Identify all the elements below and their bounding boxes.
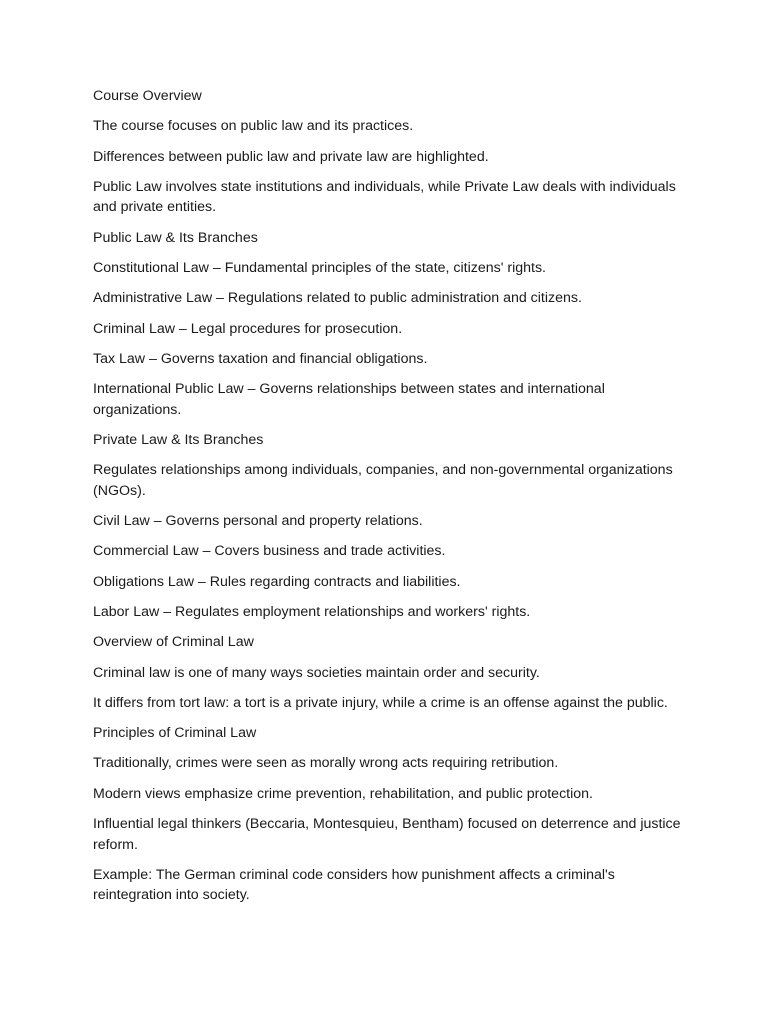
paragraph-tort-difference: It differs from tort law: a tort is a private injury, while a crime is an offense against the public. [93, 694, 668, 711]
paragraph-labor-law: Labor Law – Regulates employment relationships and workers' rights. [93, 603, 531, 620]
paragraph-constitutional-law: Constitutional Law – Fundamental principles of the state, citizens' rights. [93, 259, 547, 276]
paragraph-legal-thinkers: Influential legal thinkers (Beccaria, Montesquieu, Bentham) focused on deterrence and justice reform. [93, 816, 681, 853]
paragraph-private-law-scope: Regulates relationships among individuals, companies, and non-governmental organizations (NGOs). [93, 462, 673, 499]
heading-principles-criminal-law: Principles of Criminal Law [93, 725, 257, 742]
paragraph-traditional-view: Traditionally, crimes were seen as morally wrong acts requiring retribution. [93, 755, 559, 772]
heading-private-law-branches: Private Law & Its Branches [93, 431, 264, 448]
heading-course-overview: Course Overview [93, 88, 202, 104]
paragraph-public-private-definition: Public Law involves state institutions and individuals, while Private Law deals with individuals and private entities. [93, 178, 676, 216]
paragraph-course-focus: The course focuses on public law and its practices. [93, 118, 414, 135]
paragraph-civil-law: Civil Law – Governs personal and property relations. [93, 513, 423, 530]
paragraph-criminal-law-order: Criminal law is one of many ways societies maintain order and security. [93, 664, 540, 681]
paragraph-criminal-law-branch: Criminal Law – Legal procedures for prosecution. [93, 320, 403, 337]
paragraph-differences: Differences between public law and private law are highlighted. [93, 148, 489, 165]
paragraph-modern-view: Modern views emphasize crime prevention, rehabilitation, and public protection. [93, 785, 593, 802]
paragraph-international-public-law: International Public Law – Governs relationships between states and international organizations. [93, 381, 605, 418]
paragraph-obligations-law: Obligations Law – Rules regarding contracts and liabilities. [93, 573, 461, 590]
paragraph-commercial-law: Commercial Law – Covers business and trade activities. [93, 543, 446, 560]
document-page [93, 86, 683, 916]
paragraph-german-code-example: Example: The German criminal code considers how punishment affects a criminal's reintegration into society. [93, 866, 615, 904]
paragraph-tax-law: Tax Law – Governs taxation and financial obligations. [93, 350, 428, 367]
heading-public-law-branches: Public Law & Its Branches [93, 229, 258, 246]
heading-overview-criminal-law: Overview of Criminal Law [93, 634, 254, 651]
paragraph-administrative-law: Administrative Law – Regulations related to public administration and citizens. [93, 290, 582, 307]
